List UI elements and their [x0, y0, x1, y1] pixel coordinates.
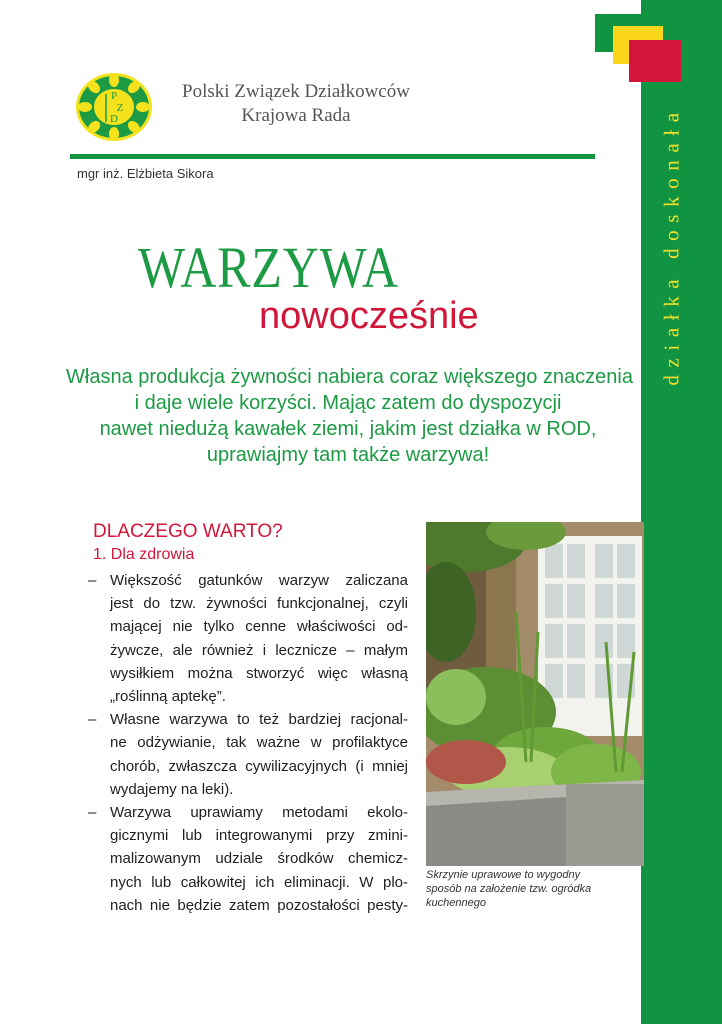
organization-name	[165, 80, 427, 128]
author-name: mgr inż. Elżbieta Sikora	[77, 166, 214, 181]
page-title: WARZYWA	[138, 235, 399, 300]
garden-photo	[426, 522, 644, 866]
series-label-text: działka doskonała	[659, 104, 684, 386]
text-line: „roślinną aptekę”.	[110, 688, 226, 706]
logo-letter-z: Z	[116, 102, 124, 114]
caption-line: kuchennego	[426, 897, 486, 909]
logo-letter-p: P	[110, 90, 118, 102]
text-line: malizowanym udziale środków chemicz-	[110, 850, 408, 868]
text-line: Własne warzywa to też bardziej racjonal-	[110, 711, 408, 729]
text-line: wysiłkiem można stworzyć więc własną	[110, 664, 408, 682]
text-line: Warzywa uprawiamy metodami ekolo-	[110, 804, 408, 822]
caption-line: Skrzynie uprawowe to wygodny	[426, 869, 581, 881]
text-line: żywcze, ale również i lecznicze – małym	[110, 641, 408, 659]
text-line: mającej nie tylko cenne właściwości od-	[110, 618, 408, 636]
section-subheading: 1. Dla zdrowia	[93, 546, 195, 563]
series-label	[652, 85, 692, 405]
decor-square-red	[629, 40, 681, 82]
text-line: wydajemy na leki).	[110, 780, 234, 798]
logo-letter-d: D	[110, 113, 118, 125]
list-dash: –	[88, 711, 97, 729]
text-line: Większość gatunków warzyw zaliczana	[110, 572, 408, 589]
section-heading: DLACZEGO WARTO?	[93, 521, 283, 542]
list-dash: –	[88, 804, 97, 822]
lead-line: i daje wiele korzyści. Mając zatem do dyspozycji	[134, 392, 562, 414]
list-dash: –	[88, 572, 97, 589]
text-line: gicznymi lub integrowanymi przy zmini-	[110, 827, 408, 845]
organization-name-line2: Krajowa Rada	[241, 105, 351, 126]
photo-caption	[426, 868, 636, 910]
text-line: chorób, zwłaszcza cywilizacyjnych (i mniej	[110, 757, 408, 775]
lead-paragraph	[66, 364, 633, 468]
header-divider	[70, 154, 595, 159]
page-subtitle: nowocześnie	[259, 295, 479, 337]
lead-line: Własna produkcja żywności nabiera coraz większego znaczenia	[66, 366, 633, 388]
bullet-list	[88, 569, 408, 917]
lead-line: nawet niedużą kawałek ziemi, jakim jest działka w ROD,	[99, 418, 597, 440]
list-item	[88, 708, 408, 801]
lead-line: uprawiajmy tam także warzywa!	[206, 444, 490, 466]
pzd-logo	[75, 72, 153, 142]
text-line: jest do tzw. żywności funkcjonalnej, czyli	[110, 595, 408, 613]
text-line: nych lub całkowitej ich eliminacji. W plo-	[110, 873, 408, 891]
text-line: nach nie będzie zatem pozostałości pesty-	[110, 896, 408, 914]
list-item	[88, 569, 408, 708]
organization-name-line1: Polski Związek Działkowców	[182, 81, 410, 102]
list-item	[88, 801, 408, 917]
caption-line: sposób na założenie tzw. ogródka	[426, 883, 592, 895]
text-line: ne odżywianie, tak ważne w profilaktyce	[110, 734, 408, 752]
